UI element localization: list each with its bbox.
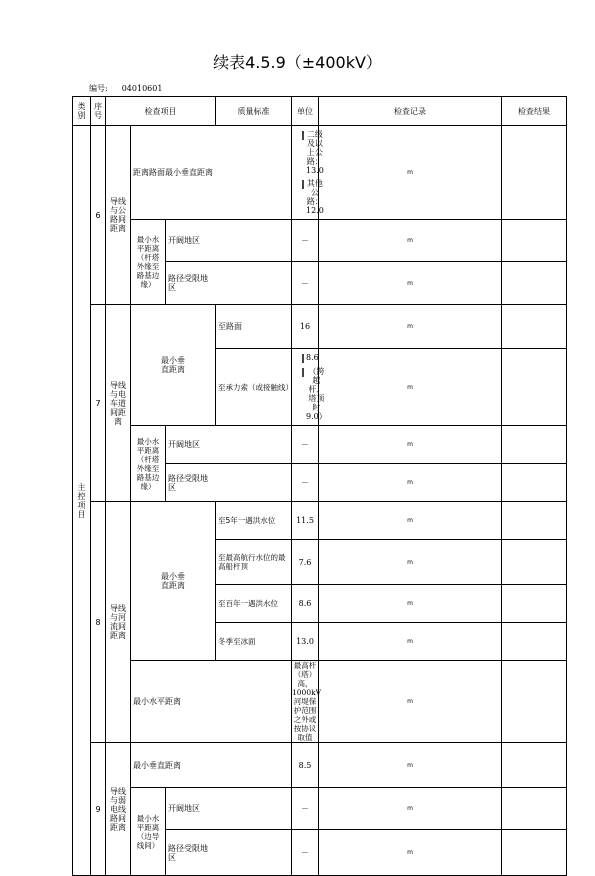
item-7-limited: 路径受限地区 bbox=[166, 464, 292, 502]
std-8-navigation: 7.6 bbox=[292, 540, 319, 585]
unit-7-2: m bbox=[319, 349, 502, 426]
unit-9-3: m bbox=[319, 830, 502, 876]
seq-6: 6 bbox=[91, 126, 106, 305]
item-8-flood100: 至百年一遇洪水位 bbox=[216, 585, 292, 623]
checkbox-icon[interactable] bbox=[302, 180, 304, 189]
unit-8-1: m bbox=[319, 502, 502, 540]
record-9-2[interactable] bbox=[502, 788, 567, 830]
std-7-cable: 8.6 （跨越杆、塔顶时9.0） bbox=[292, 349, 319, 426]
std-7-open: － bbox=[292, 426, 319, 464]
form-code-label: 编号: bbox=[89, 84, 108, 93]
record-7-4[interactable] bbox=[502, 464, 567, 502]
record-7-3[interactable] bbox=[502, 426, 567, 464]
item-9-vert: 最小垂直距离 bbox=[131, 743, 292, 788]
unit-7-4: m bbox=[319, 464, 502, 502]
std-6-open: － bbox=[292, 220, 319, 262]
std-9-open: － bbox=[292, 788, 319, 830]
std-9-limited: － bbox=[292, 830, 319, 876]
header-item: 检查项目 bbox=[106, 97, 216, 126]
record-7-2[interactable] bbox=[502, 349, 567, 426]
record-8-2[interactable] bbox=[502, 540, 567, 585]
header-category: 类 别 bbox=[73, 97, 91, 126]
record-8-4[interactable] bbox=[502, 623, 567, 661]
seq-7: 7 bbox=[91, 305, 106, 502]
unit-6-1: m bbox=[319, 126, 502, 220]
item-8-horiz: 最小水平距离 bbox=[131, 661, 292, 743]
item-8-flood5: 至5年一遇洪水位 bbox=[216, 502, 292, 540]
vert-group-7: 最小垂 直距离 bbox=[131, 305, 216, 426]
unit-9-1: m bbox=[319, 743, 502, 788]
vert-group-8: 最小垂 直距离 bbox=[131, 502, 216, 661]
item-8-ice: 冬季至冰面 bbox=[216, 623, 292, 661]
group-9: 导线 与弱 电线 路间 距离 bbox=[106, 743, 131, 876]
item-9-open: 开阔地区 bbox=[166, 788, 292, 830]
unit-6-3: m bbox=[319, 262, 502, 305]
record-6-3[interactable] bbox=[502, 262, 567, 305]
unit-8-4: m bbox=[319, 623, 502, 661]
std-7-limited: － bbox=[292, 464, 319, 502]
record-9-1[interactable] bbox=[502, 743, 567, 788]
std-8-flood5: 11.5 bbox=[292, 502, 319, 540]
unit-8-2: m bbox=[319, 540, 502, 585]
item-6-limited: 路径受限地区 bbox=[166, 262, 292, 305]
unit-8-3: m bbox=[319, 585, 502, 623]
checkbox-icon[interactable] bbox=[302, 368, 304, 377]
group-7: 导线 与电 车道 间距 离 bbox=[106, 305, 131, 502]
horiz-group-6: 最小水 平距离 （杆塔 外缘至 路基边 缘） bbox=[131, 220, 166, 305]
record-9-3[interactable] bbox=[502, 830, 567, 876]
record-8-3[interactable] bbox=[502, 585, 567, 623]
unit-9-2: m bbox=[319, 788, 502, 830]
page-title: 续表4.5.9（±400kV） bbox=[213, 53, 382, 72]
record-8-5[interactable] bbox=[502, 661, 567, 743]
std-6-vertical: 二级及以上公路：13.0 其他公路：12.0 bbox=[292, 126, 319, 220]
item-8-navigation: 至最高航行水位的最高船杆顶 bbox=[216, 540, 292, 585]
form-code bbox=[89, 83, 176, 94]
horiz-group-9: 最小水 平距离 （边导 线间） bbox=[131, 788, 166, 876]
item-7-open: 开阔地区 bbox=[166, 426, 292, 464]
form-code-value: 04010601 bbox=[121, 84, 163, 93]
std-9-vert: 8.5 bbox=[292, 743, 319, 788]
checkbox-icon[interactable] bbox=[302, 131, 304, 140]
group-8: 导线 与河 流间 距离 bbox=[106, 502, 131, 743]
record-6-1[interactable] bbox=[502, 126, 567, 220]
header-seq: 序 号 bbox=[91, 97, 106, 126]
category-main: 主 控 项 目 bbox=[73, 126, 91, 876]
std-6-limited: － bbox=[292, 262, 319, 305]
record-6-2[interactable] bbox=[502, 220, 567, 262]
std-8-horiz: 最高杆（塔）高，1000kV河堤保护范围之外或按协议取值 bbox=[292, 661, 322, 742]
unit-7-1: m bbox=[319, 305, 502, 349]
header-standard: 质量标准 bbox=[216, 97, 292, 126]
unit-8-5: m bbox=[319, 661, 502, 743]
item-6-open: 开阔地区 bbox=[166, 220, 292, 262]
item-7-road: 至路面 bbox=[216, 305, 292, 349]
checkbox-icon[interactable] bbox=[302, 354, 304, 363]
item-6-vertical: 距离路面最小垂直距离 bbox=[131, 126, 292, 220]
seq-9: 9 bbox=[91, 743, 106, 876]
record-7-1[interactable] bbox=[502, 305, 567, 349]
std-8-flood100: 8.6 bbox=[292, 585, 319, 623]
unit-7-3: m bbox=[319, 426, 502, 464]
header-unit: 单位 bbox=[292, 97, 319, 126]
std-8-ice: 13.0 bbox=[292, 623, 319, 661]
unit-6-2: m bbox=[319, 220, 502, 262]
record-8-1[interactable] bbox=[502, 502, 567, 540]
header-result: 检查结果 bbox=[502, 97, 567, 126]
item-9-limited: 路径受限地区 bbox=[166, 830, 292, 876]
std-7-road: 16 bbox=[292, 305, 319, 349]
item-7-cable: 至承力索（或接触线） bbox=[216, 349, 292, 426]
inspection-table bbox=[72, 96, 567, 876]
group-6: 导线 与公 路间 距离 bbox=[106, 126, 131, 305]
seq-8: 8 bbox=[91, 502, 106, 743]
horiz-group-7: 最小水 平距离 （杆塔 外缘至 路基边 缘） bbox=[131, 426, 166, 502]
header-record: 检查记录 bbox=[319, 97, 502, 126]
